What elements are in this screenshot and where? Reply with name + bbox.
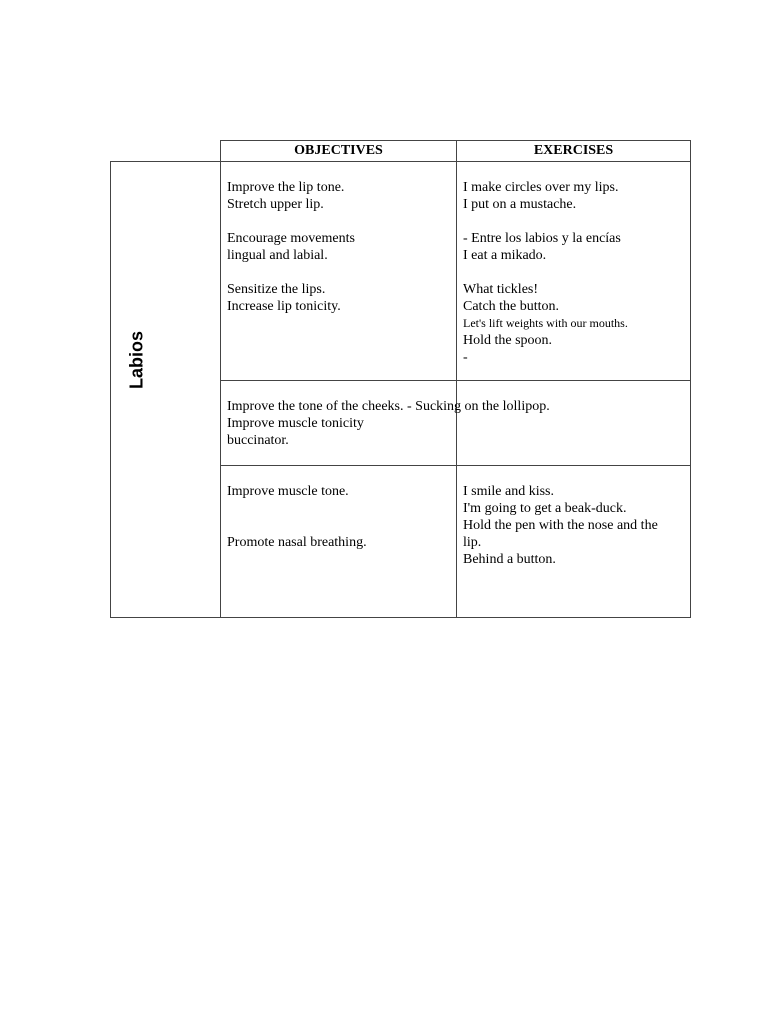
exercises-header: EXERCISES [456,140,691,162]
objective-line: Encourage movements [227,231,355,246]
exercise-line: I eat a mikado. [463,248,547,263]
objective-line: lingual and labial. [227,248,328,263]
exercise-line: Let's lift weights with our mouths. [463,316,628,330]
objective-line: Promote nasal breathing. [227,535,367,550]
exercise-line: I make circles over my lips. [463,180,619,195]
objective-line [227,500,367,517]
objective-line: Stretch upper lip. [227,197,324,212]
objectives-header: OBJECTIVES [220,140,457,162]
row-3-objectives [227,483,367,551]
exercise-line: - Entre los labios y la encías [463,231,621,246]
exercise-line: What tickles! [463,282,539,297]
side-label: Labios [126,330,147,390]
objective-line [227,517,367,534]
objective-line: Sensitize the lips. [227,282,326,297]
exercise-line: lip. [463,535,482,550]
objective-line: Improve muscle tonicity [227,416,364,431]
side-label-cell [110,161,221,618]
exercise-line: Hold the pen with the nose and the [463,518,658,533]
row-2-objectives [227,398,550,449]
exercise-line: - [463,350,468,365]
exercise-line [463,213,628,230]
exercise-line: Behind a button. [463,552,556,567]
exercise-line: I put on a mustache. [463,197,577,212]
exercise-line [463,264,628,281]
objective-line: buccinator. [227,433,289,448]
objective-line [227,264,355,281]
exercise-line: Hold the spoon. [463,333,553,348]
objective-line: Improve muscle tone. [227,484,349,499]
objective-line: Improve the lip tone. [227,180,345,195]
exercise-line: Catch the button. [463,299,560,314]
objective-line [227,213,355,230]
row-3-exercises [463,483,658,568]
exercise-line: I smile and kiss. [463,484,554,499]
row-1-exercises [463,179,628,366]
objective-line: Improve the tone of the cheeks. - Sucking on the lollipop. [227,399,550,414]
row-1-objectives [227,179,355,315]
objective-line: Increase lip tonicity. [227,299,341,314]
exercise-line: I'm going to get a beak-duck. [463,501,627,516]
